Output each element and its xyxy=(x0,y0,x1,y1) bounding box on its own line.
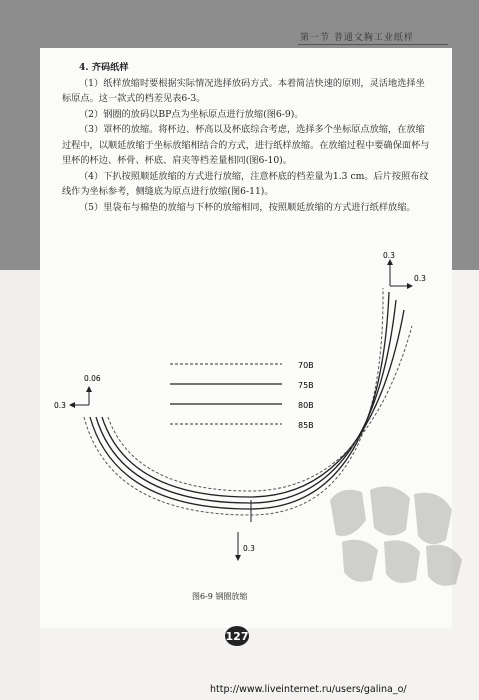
section-heading: 4. 齐码纸样 xyxy=(79,62,129,73)
watermark-seal-image xyxy=(322,480,472,590)
source-url: http://www.liveinternet.ru/users/galina_o/ xyxy=(210,684,407,695)
arrow-value-top-right: 0.3 xyxy=(414,274,426,283)
running-header: 第一节 普通文胸工业纸样 xyxy=(300,33,414,43)
header-rule xyxy=(298,44,448,45)
underwire-curve-75B xyxy=(96,300,396,503)
paragraph-4: （4）下扒按照顺延放缩的方式进行放缩，注意杯底的档差量为1.3 cm。后片按照布纹线作为坐标参考，侧缝底为原点进行放缩(图6-11)。 xyxy=(62,170,429,197)
arrow-value-left-up: 0.06 xyxy=(84,374,101,383)
arrow-value-bottom: 0.3 xyxy=(243,544,255,553)
paragraph-1: （1）纸样放缩时要根据实际情况选择放码方式。本着简洁快速的原则，灵活地选择坐标原点。这一款式的档差见表6-3。 xyxy=(62,77,425,104)
page-margin xyxy=(0,270,40,700)
arrow-value-top-up: 0.3 xyxy=(383,251,395,260)
paragraph-3: （3）罩杯的放缩。将杯边、杯高以及杯底综合考虑，选择多个坐标原点放缩，在放缩过程中，以顺延放缩于坐标放缩相结合的方式，进行纸样放缩。在放缩过程中要确保面杯与里杯的杯边、杯骨、杯底、肩夹等档差量相同(图6-10)。 xyxy=(62,124,430,166)
arrow-value-left-left: 0.3 xyxy=(54,401,66,410)
page-number-badge: 127 xyxy=(225,626,249,646)
legend-label-70B: 70B xyxy=(298,361,314,370)
underwire-curve-80B xyxy=(90,292,389,509)
figure-caption: 图6-9 钢圈放缩 xyxy=(192,592,248,601)
underwire-curve-inner xyxy=(108,326,412,491)
paragraph-5: （5）里袋布与棉垫的放缩与下杯的放缩相同，按照顺延放缩的方式进行纸样放缩。 xyxy=(79,201,416,213)
legend-label-85B: 85B xyxy=(298,421,314,430)
legend-label-80B: 80B xyxy=(298,401,314,410)
legend-label-75B: 75B xyxy=(298,381,314,390)
body-text xyxy=(62,60,432,215)
paragraph-2: （2）钢圈的放码以BP点为坐标原点进行放缩(图6-9)。 xyxy=(79,108,304,120)
